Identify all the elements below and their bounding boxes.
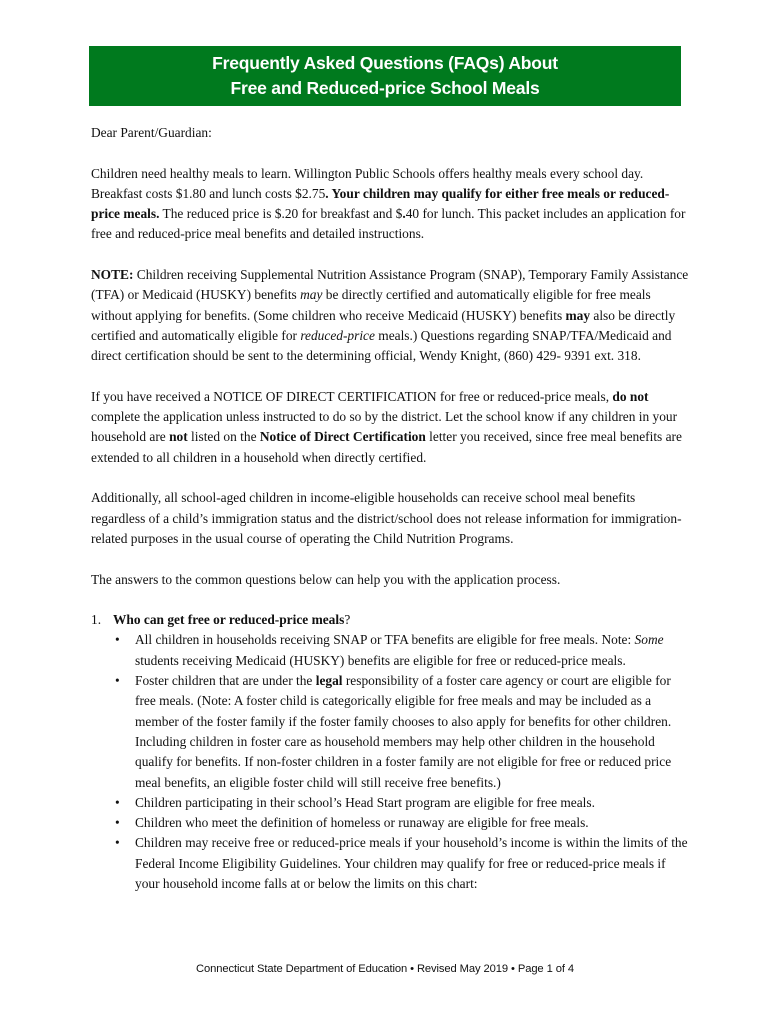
- page-footer: Connecticut State Department of Education • Revised May 2019 • Page 1 of 4: [196, 963, 574, 975]
- letter-body: [91, 123, 691, 894]
- bullet-icon: •: [115, 815, 120, 831]
- bullet-icon: •: [115, 632, 120, 648]
- intro-text-2: The reduced price is $.20 for breakfast and $: [159, 206, 403, 222]
- list-item: [115, 833, 691, 894]
- dc-bold-2: not: [169, 429, 188, 445]
- item-bold: legal: [315, 673, 343, 689]
- item-text: responsibility of a foster care agency or court are eligible for free meals. (Note: A foster child is categorically eligible for free meals and may be included as a member of the foster family if the foster family chooses to also apply for benefits for other children. Including children in foster care as household members may help other children in the household qualify for benefits. If non-foster children in a foster family are not eligible for free or reduced price meal benefits, an eligible foster child will still receive free benefits.): [135, 673, 672, 790]
- eligibility-list: [91, 630, 691, 894]
- dc-text-1: If you have received a NOTICE OF DIRECT CERTIFICATION for free or reduced-price meals,: [91, 388, 613, 404]
- item-text: students receiving Medicaid (HUSKY) benefits are eligible for free or reduced-price meals.: [135, 652, 626, 668]
- dc-bold-3: Notice of Direct Certification: [259, 429, 426, 445]
- bullet-icon: •: [115, 673, 120, 689]
- note-text-2: be directly certified and automatically eligible for free meals without applying for benefits. (Some children who receive Medicaid (HUSKY) benefits: [91, 287, 651, 323]
- bullet-icon: •: [115, 835, 120, 851]
- direct-certification-paragraph: [91, 387, 691, 468]
- intro-text-3: 40 for lunch. This packet includes an application for free and reduced-price meal benefits and detailed instructions.: [91, 206, 686, 242]
- item-text: Foster children that are under the: [135, 673, 316, 689]
- note-italic-1: may: [300, 287, 323, 303]
- note-bold-1: may: [565, 307, 591, 323]
- title-banner: [89, 46, 681, 106]
- answers-intro: The answers to the common questions below can help you with the application process.: [91, 571, 561, 587]
- dc-text-3: listed on the: [187, 429, 260, 445]
- list-item: [115, 793, 691, 813]
- question-1-title: Who can get free or reduced-price meals: [113, 612, 345, 628]
- intro-paragraph: [91, 164, 691, 245]
- item-italic: Some: [634, 632, 664, 648]
- item-text: Children who meet the definition of homeless or runaway are eligible for free meals.: [135, 815, 589, 831]
- question-mark: ?: [344, 612, 351, 628]
- title-line-2: Free and Reduced-price School Meals: [230, 78, 540, 98]
- item-text: All children in households receiving SNAP or TFA benefits are eligible for free meals. Note:: [135, 632, 635, 648]
- intro-bold-1: . Your children may qualify for either free meals or reduced-price meals.: [91, 185, 670, 222]
- bullet-icon: •: [115, 794, 120, 810]
- dc-text-4: letter you received, since free meal benefits are extended to all children in a household when directly certified.: [91, 429, 682, 465]
- list-item: [115, 813, 691, 833]
- greeting: Dear Parent/Guardian:: [91, 125, 212, 140]
- dc-text-2: complete the application unless instructed to do so by the district. Let the school know if any children in your household are: [91, 409, 678, 445]
- note-italic-2: reduced-price: [300, 327, 375, 343]
- note-text-4: meals.) Questions regarding SNAP/TFA/Medicaid and direct certification should be sent to the determining official, Wendy Knight, (860) 429- 9391 ext. 318.: [91, 327, 672, 364]
- question-1-heading: [91, 610, 691, 630]
- note-paragraph: [91, 265, 691, 366]
- note-text-3: also be directly certified and automatically eligible for: [91, 307, 676, 343]
- note-label: NOTE:: [91, 267, 134, 283]
- title-line-1: Frequently Asked Questions (FAQs) About: [212, 53, 558, 73]
- dc-bold-1: do not: [612, 388, 649, 404]
- item-text: Children participating in their school’s Head Start program are eligible for free meals.: [135, 794, 595, 810]
- list-item: [115, 671, 691, 793]
- item-text: Children may receive free or reduced-price meals if your household’s income is within the limits of the Federal Income Eligibility Guidelines. Your children may qualify for free or reduced-price meals if your household income falls at or below the limits on this chart:: [135, 835, 688, 891]
- list-item: [115, 630, 691, 671]
- immigration-paragraph: Additionally, all school-aged children in income-eligible households can receive school meal benefits regardless of a child’s immigration status and the district/school does not release information for immigration-related purposes in the usual course of operating the Child Nutrition Programs.: [91, 490, 682, 546]
- intro-bold-2: .: [402, 206, 406, 222]
- intro-text-1: Children need healthy meals to learn. Willington Public Schools offers healthy meals every school day. Breakfast costs $1.80 and lunch costs $2.75: [91, 165, 644, 201]
- question-number: 1.: [91, 612, 102, 628]
- note-text-1: Children receiving Supplemental Nutrition Assistance Program (SNAP), Temporary Family Assistance (TFA) or Medicaid (HUSKY) benefits: [91, 267, 689, 303]
